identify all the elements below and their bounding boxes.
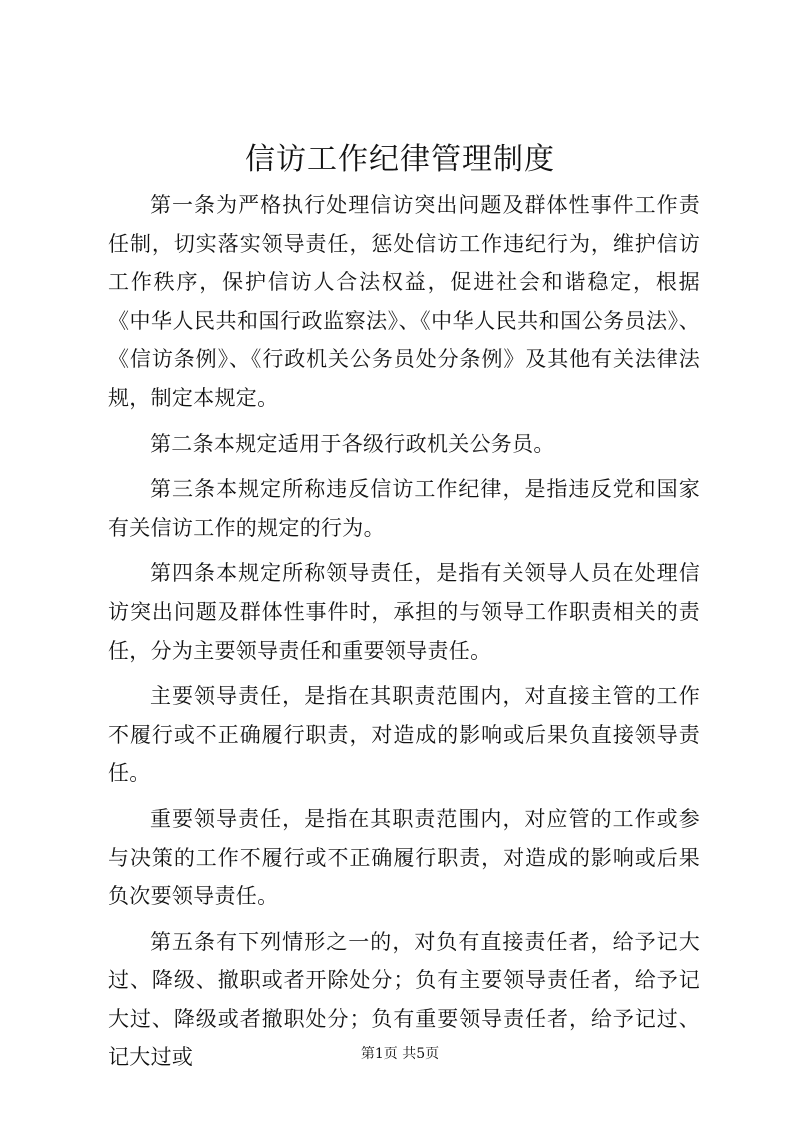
- paragraph-article-5: 第五条有下列情形之一的，对负有直接责任者，给予记大过、降级、撤职或者开除处分；负有主要领导责任者，给予记大过、降级或者撤职处分；负有重要领导责任者，给予记过、记大过或: [108, 929, 700, 1070]
- paragraph-article-2: 第二条本规定适用于各级行政机关公务员。: [150, 431, 555, 456]
- paragraph-article-1: 第一条为严格执行处理信访突出问题及群体性事件工作责任制，切实落实领导责任，惩处信访工作违纪行为，维护信访工作秩序，保护信访人合法权益，促进社会和谐稳定，根据《中华人民共和国行政监察法》、《中华人民共和国公务员法》、《信访条例》、《行政机关公务员处分条例》及其他有关法律法规，制定本规定。: [108, 193, 700, 410]
- page-number-footer: 第1页 共5页: [360, 1046, 440, 1062]
- paragraph-important-responsibility: 重要领导责任，是指在其职责范围内，对应管的工作或参与决策的工作不履行或不正确履行职责，对造成的影响或后果负次要领导责任。: [108, 806, 700, 909]
- paragraph-article-3: 第三条本规定所称违反信访工作纪律，是指违反党和国家有关信访工作的规定的行为。: [108, 477, 700, 540]
- document-body: [108, 186, 700, 1084]
- paragraph-article-4: 第四条本规定所称领导责任，是指有关领导人员在处理信访突出问题及群体性事件时，承担的与领导工作职责相关的责任，分为主要领导责任和重要领导责任。: [108, 561, 700, 663]
- document-title: 信访工作纪律管理制度: [245, 142, 555, 177]
- paragraph-primary-responsibility: 主要领导责任，是指在其职责范围内，对直接主管的工作不履行或不正确履行职责，对造成的影响或后果负直接领导责任。: [108, 684, 700, 786]
